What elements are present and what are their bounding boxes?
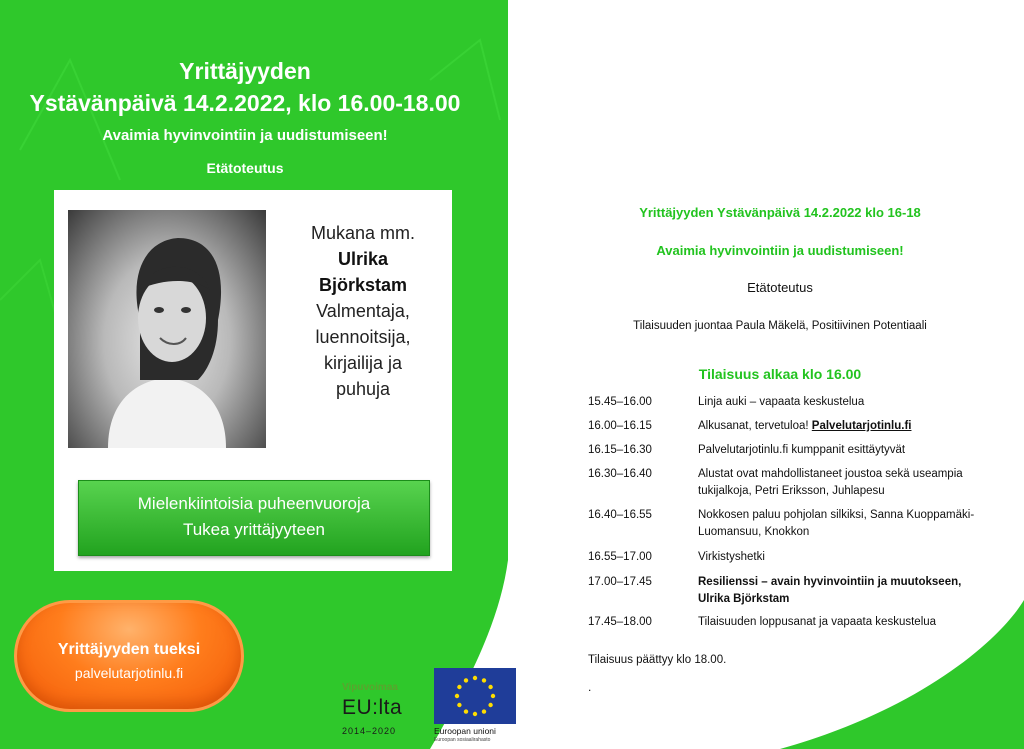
eu-logo-fund: Euroopan sosiaalirahasto [434, 737, 491, 743]
speaker-last-name: Björkstam [318, 275, 408, 295]
program-desc: Resilienssi – avain hyvinvointiin ja muutokseen, Ulrika Björkstam [698, 576, 962, 605]
program-time: 16.40–16.55 [588, 509, 652, 521]
program-time: 17.45–18.00 [588, 616, 652, 628]
program-desc: Alustat ovat mahdollistaneet joustoa sekä useampia tukijalkoja, Petri Eriksson, Juhlapesu [698, 468, 963, 497]
program-time: 17.00–17.45 [588, 576, 652, 588]
support-link-button[interactable] [14, 600, 244, 712]
program-desc: Tilaisuuden loppusanat ja vapaata keskustelua [698, 616, 937, 628]
vipuvoimaa-logo-years: 2014–2020 [342, 726, 397, 736]
event-title-line2: Ystävänpäivä 14.2.2022, klo 16.00-18.00 [29, 90, 461, 116]
speaker-info [278, 220, 448, 402]
program-time: 16.55–17.00 [588, 551, 652, 563]
support-link-title: Yrittäjyyden tueksi [57, 641, 201, 658]
speaker-portrait [68, 210, 266, 448]
program-desc: Alkusanat, tervetuloa! [698, 420, 812, 432]
vipuvoimaa-logo-top: Vipuvoimaa [342, 682, 398, 693]
program-trailing-dot: . [588, 680, 592, 694]
speaker-role-1: Valmentaja, [316, 301, 410, 321]
program-time: 16.15–16.30 [588, 444, 652, 456]
program-desc: Nokkosen paluu pohjolan silkiksi, Sanna Kuoppamäki-Luomansuu, Knokkon [698, 509, 975, 538]
eu-logo-name: Euroopan unioni [434, 726, 496, 736]
program-time: 16.00–16.15 [588, 420, 652, 432]
speaker-card [54, 190, 452, 571]
speaker-role-3: kirjailija ja [323, 353, 403, 373]
program-desc: Palvelutarjotinlu.fi kumppanit esittäytyvät [698, 444, 906, 456]
speaker-role-2: luennoitsija, [315, 327, 411, 347]
program-host: Tilaisuuden juontaa Paula Mäkelä, Positiivinen Potentiaali [633, 320, 927, 332]
highlights-button[interactable] [78, 480, 430, 556]
program-start: Tilaisuus alkaa klo 16.00 [698, 366, 862, 382]
vipuvoimaa-logo [338, 676, 420, 740]
program-desc: Virkistyshetki [698, 551, 765, 563]
speaker-role-4: puhuja [335, 379, 391, 399]
eu-logo [432, 668, 518, 746]
program-subtitle: Avaimia hyvinvointiin ja uudistumiseen! [656, 243, 904, 258]
speaker-first-name: Ulrika [337, 249, 389, 269]
highlights-line2: Tukea yrittäjyyteen [182, 520, 326, 539]
event-title-line1: Yrittäjyyden [179, 58, 311, 84]
program-time: 15.45–16.00 [588, 396, 652, 408]
highlights-line1: Mielenkiintoisia puheenvuoroja [137, 494, 371, 513]
event-mode: Etätoteutus [206, 160, 284, 176]
vipuvoimaa-logo-main: EU:lta [342, 696, 403, 719]
palvelutarjotin-link[interactable]: Palvelutarjotinlu.fi [811, 420, 912, 432]
program-mode: Etätoteutus [747, 280, 813, 295]
program-desc: Linja auki – vapaata keskustelua [698, 396, 865, 408]
program-end: Tilaisuus päättyy klo 18.00. [588, 654, 727, 666]
support-link-url: palvelutarjotinlu.fi [74, 665, 184, 681]
program-time: 16.30–16.40 [588, 468, 652, 480]
program-desc-with-link [698, 418, 988, 435]
event-subtitle: Avaimia hyvinvointiin ja uudistumiseen! [102, 127, 388, 144]
eu-flag-icon [434, 668, 516, 724]
program-title: Yrittäjyyden Ystävänpäivä 14.2.2022 klo 16-18 [639, 205, 921, 220]
speaker-intro: Mukana mm. [310, 223, 416, 243]
